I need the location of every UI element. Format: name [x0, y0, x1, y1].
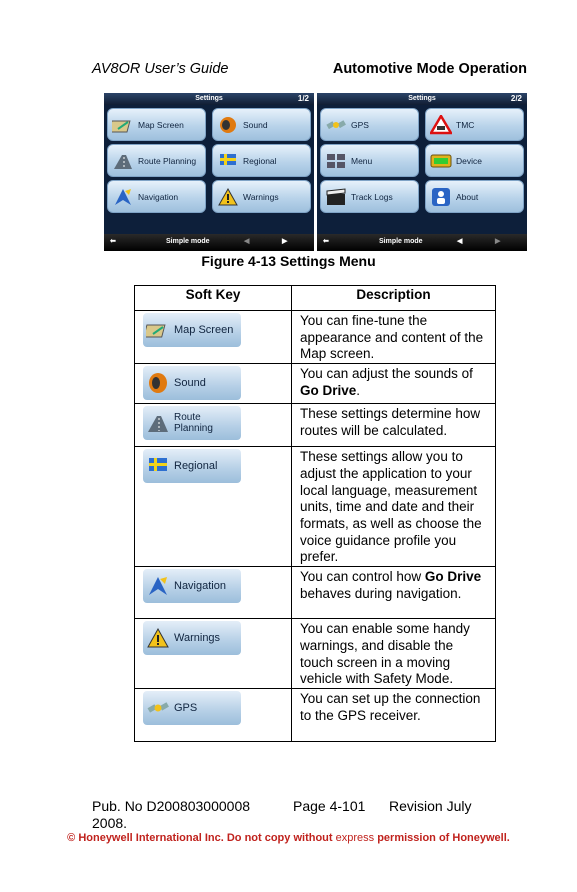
tmc-warning-icon [430, 116, 452, 134]
simple-mode-button[interactable]: Simple mode [166, 238, 210, 245]
track-logs-button[interactable] [320, 180, 419, 213]
gps-button[interactable] [320, 108, 419, 141]
navigation-arrow-icon [146, 575, 170, 597]
device-button[interactable] [425, 144, 524, 177]
screen-title-bar [104, 93, 314, 105]
screen-bottom-bar [317, 234, 527, 251]
menu-grid-icon [325, 152, 347, 170]
navigation-arrow-icon [112, 188, 134, 206]
navigation-soft-key [143, 569, 241, 603]
regional-button[interactable] [212, 144, 311, 177]
back-arrow-icon[interactable]: ⬅ [323, 238, 329, 245]
page-number: Page 4-101 [293, 798, 366, 814]
button-label: Menu [351, 155, 373, 166]
warnings-soft-key [143, 621, 241, 655]
simple-mode-button[interactable]: Simple mode [379, 238, 423, 245]
revision-label: Revision July [389, 798, 472, 814]
flag-icon [217, 152, 239, 170]
screen-title: Settings [408, 95, 436, 102]
description-cell: You can control how Go Drive behaves during navigation. [292, 567, 496, 619]
map-screen-button[interactable] [107, 108, 206, 141]
about-person-icon [430, 188, 452, 206]
map-screen-soft-key [143, 313, 241, 347]
table-header-row [135, 286, 496, 311]
satellite-icon [146, 697, 170, 719]
settings-screen-page-1 [104, 93, 314, 251]
description-cell: You can enable some handy warnings, and disable the touch screen in a moving vehicle with Safety Mode. [292, 619, 496, 689]
description-cell: These settings allow you to adjust the application to your local language, measurement units, time and date and their formats, as well as choose the voice guidance profile you prefer. [292, 447, 496, 567]
previous-page-icon[interactable]: ◀ [457, 238, 463, 245]
menu-button[interactable] [320, 144, 419, 177]
device-icon [430, 152, 452, 170]
road-icon [146, 412, 170, 434]
next-page-icon[interactable]: ▶ [282, 238, 288, 245]
button-label: Track Logs [351, 191, 393, 202]
page-indicator: 2/2 [510, 94, 522, 103]
warnings-button[interactable] [212, 180, 311, 213]
publication-footer [92, 798, 472, 814]
speaker-icon [217, 116, 239, 134]
table-row [135, 567, 496, 619]
button-label: Regional [243, 155, 277, 166]
button-label: TMC [456, 119, 475, 130]
copyright-notice: © Honeywell International Inc. Do not copy without express permission of Honeywell. [67, 832, 510, 844]
back-arrow-icon[interactable]: ⬅ [110, 238, 116, 245]
publication-number: Pub. No D200803000008 [92, 798, 251, 814]
soft-key-label: Map Screen [174, 324, 234, 336]
warning-triangle-icon [217, 188, 239, 206]
table-row [135, 404, 496, 447]
screen-title-bar [317, 93, 527, 105]
button-label: GPS [351, 119, 369, 130]
settings-menu-figure [104, 93, 527, 251]
table-row [135, 311, 496, 364]
figure-caption: Figure 4-13 Settings Menu [201, 253, 376, 269]
warning-triangle-icon [146, 627, 170, 649]
button-label: Device [456, 155, 482, 166]
speaker-icon [146, 372, 170, 394]
revision-year: 2008. [92, 815, 128, 831]
route-planning-soft-key [143, 406, 241, 440]
soft-key-label: Route Planning [174, 412, 213, 435]
header-section-title: Automotive Mode Operation [332, 61, 527, 77]
description-cell: These settings determine how routes will be calculated. [292, 404, 496, 447]
sound-button[interactable] [212, 108, 311, 141]
description-cell: You can adjust the sounds of Go Drive. [292, 364, 496, 404]
table-row [135, 619, 496, 689]
soft-key-label: Regional [174, 460, 218, 473]
button-label: Warnings [243, 191, 279, 202]
gps-soft-key [143, 691, 241, 725]
table-row [135, 447, 496, 567]
sound-soft-key [143, 366, 241, 400]
soft-key-label: Warnings [174, 632, 221, 645]
regional-soft-key [143, 449, 241, 483]
button-label: About [456, 191, 479, 202]
road-icon [112, 152, 134, 170]
button-label: Route Planning [138, 155, 197, 166]
soft-key-table [134, 285, 496, 742]
satellite-icon [325, 116, 347, 134]
about-button[interactable] [425, 180, 524, 213]
column-header-soft-key: Soft Key [135, 286, 292, 311]
description-cell: You can set up the connection to the GPS receiver. [292, 689, 496, 742]
description-cell: You can fine-tune the appearance and content of the Map screen. [292, 311, 496, 364]
map-screen-icon [146, 319, 170, 341]
soft-key-label: Navigation [174, 580, 226, 593]
button-label: Sound [243, 119, 268, 130]
button-label: Navigation [138, 191, 179, 202]
route-planning-button[interactable] [107, 144, 206, 177]
header-guide-title: AV8OR User’s Guide [92, 61, 229, 77]
clapperboard-icon [325, 188, 347, 206]
screen-title: Settings [195, 95, 223, 102]
flag-icon [146, 455, 170, 477]
tmc-button[interactable] [425, 108, 524, 141]
previous-page-icon[interactable]: ◀ [244, 238, 250, 245]
button-label: Map Screen [138, 119, 184, 130]
soft-key-label: Sound [174, 377, 206, 390]
settings-screen-page-2 [317, 93, 527, 251]
table-row [135, 689, 496, 742]
page-indicator: 1/2 [297, 94, 309, 103]
screen-bottom-bar [104, 234, 314, 251]
navigation-button[interactable] [107, 180, 206, 213]
next-page-icon[interactable]: ▶ [495, 238, 501, 245]
soft-key-label: GPS [174, 702, 198, 715]
column-header-description: Description [292, 286, 496, 311]
table-row [135, 364, 496, 404]
map-screen-icon [112, 116, 134, 134]
